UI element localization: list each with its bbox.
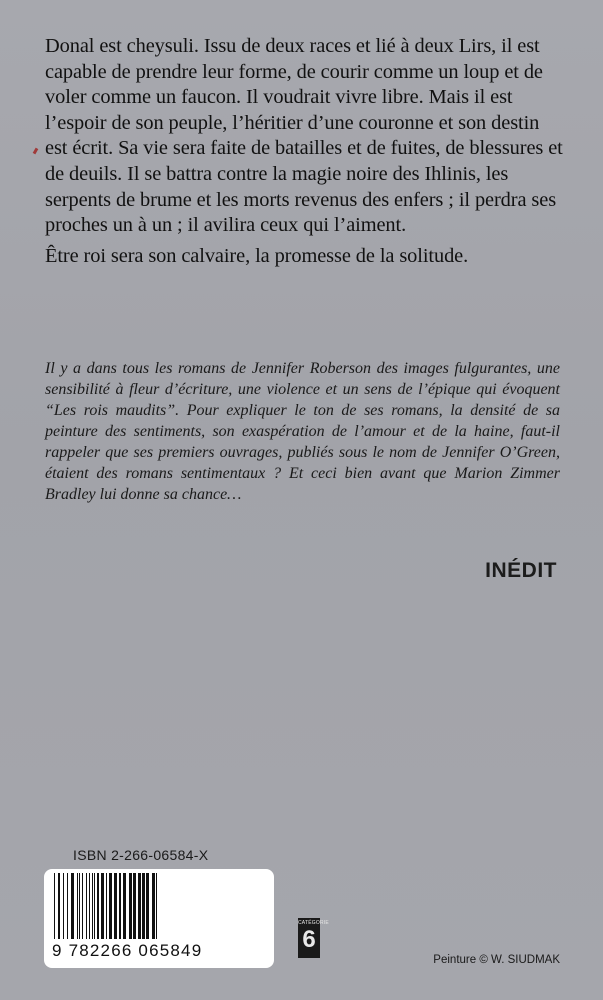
- synopsis-paragraph-2: Être roi sera son calvaire, la promesse de la solitude.: [45, 244, 469, 267]
- barcode-bar: [86, 873, 87, 939]
- barcode-bar: [58, 873, 60, 939]
- barcode-bar: [109, 873, 112, 939]
- inedit-badge: INÉDIT: [485, 559, 557, 582]
- barcode-bar: [138, 873, 141, 939]
- barcode-icon: [52, 873, 266, 941]
- barcode-bar: [152, 873, 155, 939]
- barcode-bar: [123, 873, 126, 939]
- barcode-bar: [146, 873, 149, 939]
- cover-art-credit: Peinture © W. SIUDMAK: [433, 954, 560, 966]
- barcode-bar: [142, 873, 145, 939]
- barcode-bar: [119, 873, 121, 939]
- barcode-bar: [133, 873, 136, 939]
- review-quote: Il y a dans tous les romans de Jennifer Roberson des images fulgurantes, une sensibilité à fleur d’écriture, une violence et un sens de l’épique qui évoquent “Les rois maudits”. Pour expliquer le ton de ses romans, la densité de sa peinture des sentiments, son exaspération de l’amour et de la haine, faut-il rappeler que ses premiers ouvrages, publiés sous le nom de Jennifer O’Green, étaient des romans sentimentaux ? Et ceci bien avant que Marion Zimmer Bradley lui donne sa chance…: [45, 360, 560, 503]
- barcode-bar: [63, 873, 64, 939]
- barcode-bar: [156, 873, 157, 939]
- barcode-bar: [101, 873, 104, 939]
- barcode-digits: 9 782266 065849: [52, 941, 203, 960]
- barcode-bar: [94, 873, 95, 939]
- barcode-bar: [97, 873, 99, 939]
- barcode-bar: [79, 873, 80, 939]
- category-badge: [298, 918, 329, 958]
- barcode-bar: [92, 873, 93, 939]
- synopsis-paragraph-1: Donal est cheysuli. Issu de deux races et lié à deux Lirs, il est capable de prendre leur forme, de courir comme un loup et de voler comme un faucon. Il voudrait vivre libre. Mais il est l’espoir de son peuple, l’héritier d’une couronne et son destin est écrit. Sa vie sera faite de batailles et de fuites, de blessures et de deuils. Il se battra contre la magie noire des Ihlinis, les serpents de brume et les morts revenus des enfers ; il perdra ses proches un à un ; il avilira ceux qui l’aiment.: [45, 35, 563, 237]
- barcode-bar: [67, 873, 68, 939]
- barcode-bar: [129, 873, 132, 939]
- ink-mark: [33, 148, 39, 155]
- barcode-bar: [54, 873, 55, 939]
- synopsis: [45, 34, 565, 269]
- barcode-bar: [71, 873, 74, 939]
- barcode-panel: [44, 869, 274, 968]
- barcode-bar: [89, 873, 90, 939]
- barcode-bar: [106, 873, 107, 939]
- barcode-bar: [77, 873, 78, 939]
- barcode-bar: [114, 873, 117, 939]
- isbn-label: ISBN 2-266-06584-X: [73, 847, 209, 863]
- category-label: CATÉGORIE: [298, 920, 329, 926]
- barcode-bar: [82, 873, 83, 939]
- category-number: 6: [302, 926, 316, 953]
